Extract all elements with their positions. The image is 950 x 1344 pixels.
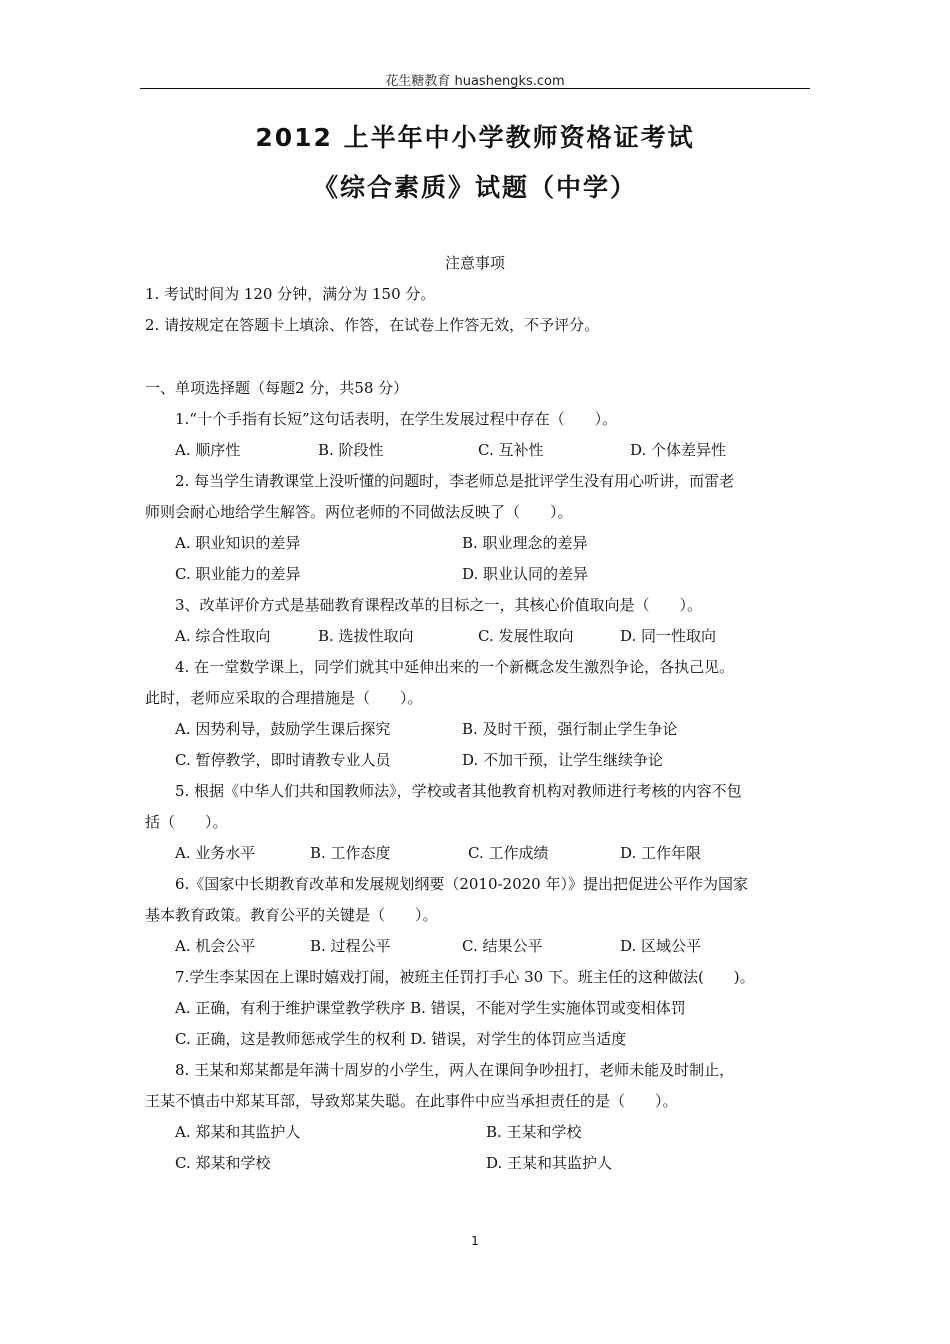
option-d: D. 王某和其监护人 xyxy=(486,1154,613,1172)
notice-item: 2. 请按规定在答题卡上填涂、作答，在试卷上作答无效，不予评分。 xyxy=(145,316,600,334)
option-c: C. 发展性取向 xyxy=(478,627,574,645)
option-d: D. 不加干预，让学生继续争论 xyxy=(462,751,664,769)
page-number: 1 xyxy=(471,1234,479,1248)
header-divider xyxy=(140,88,810,89)
option-c: C. 工作成绩 xyxy=(468,844,549,862)
option-a: A. 因势利导，鼓励学生课后探究 xyxy=(175,720,391,738)
notice-heading: 注意事项 xyxy=(444,254,505,272)
option-b: B. 阶段性 xyxy=(318,441,384,459)
question-stem: 7.学生李某因在上课时嬉戏打闹，被班主任罚打手心 30 下。班主任的这种做法( )。 xyxy=(175,968,755,986)
option-a: A. 郑某和其监护人 xyxy=(175,1123,301,1141)
question-stem-continued: 王某不慎击中郑某耳部，导致郑某失聪。在此事件中应当承担责任的是（ ）。 xyxy=(145,1092,678,1110)
option-c: C. 职业能力的差异 xyxy=(175,565,301,583)
option-d: D. 区域公平 xyxy=(620,937,702,955)
page-header: 花生糖教育 huashengks.com xyxy=(385,74,565,89)
notice-item: 1. 考试时间为 120 分钟，满分为 150 分。 xyxy=(145,285,436,303)
option-b: B. 职业理念的差异 xyxy=(462,534,588,552)
question-stem: 8. 王某和郑某都是年满十周岁的小学生，两人在课间争吵扭打，老师未能及时制止， xyxy=(175,1061,735,1079)
question-stem-continued: 括（ ）。 xyxy=(145,813,228,831)
question-stem-continued: 师则会耐心地给学生解答。两位老师的不同做法反映了（ ）。 xyxy=(145,503,573,521)
option-a: A. 业务水平 xyxy=(175,844,256,862)
option-c: C. 暂停教学，即时请教专业人员 xyxy=(175,751,391,769)
option-d: D. 同一性取向 xyxy=(620,627,717,645)
option-b: B. 王某和学校 xyxy=(486,1123,582,1141)
exam-subtitle: 《综合素质》试题（中学） xyxy=(312,173,637,202)
question-stem: 6.《国家中长期教育改革和发展规划纲要（2010-2020 年）》提出把促进公平作为国家 xyxy=(175,875,748,893)
option-d: D. 工作年限 xyxy=(620,844,702,862)
option-c: C. 互补性 xyxy=(478,441,544,459)
option-b: B. 及时干预，强行制止学生争论 xyxy=(462,720,678,738)
option-a: A. 机会公平 xyxy=(175,937,256,955)
option-c: C. 结果公平 xyxy=(462,937,543,955)
option-d: D. 职业认同的差异 xyxy=(462,565,589,583)
option-b: B. 工作态度 xyxy=(310,844,391,862)
question-stem: 2. 每当学生请教课堂上没听懂的问题时，李老师总是批评学生没有用心听讲，而雷老 xyxy=(175,472,735,490)
option-c: C. 郑某和学校 xyxy=(175,1154,271,1172)
section-heading: 一、单项选择题（每题2 分，共58 分） xyxy=(145,379,409,397)
question-stem: 3、改革评价方式是基础教育课程改革的目标之一，其核心价值取向是（ ）。 xyxy=(175,596,703,614)
question-stem: 1.“十个手指有长短”这句话表明，在学生发展过程中存在（ ）。 xyxy=(175,410,618,428)
options-c-d: C. 正确，这是教师惩戒学生的权利 D. 错误，对学生的体罚应当适度 xyxy=(175,1030,627,1048)
question-stem: 4. 在一堂数学课上，同学们就其中延伸出来的一个新概念发生激烈争论，各执己见。 xyxy=(175,658,735,676)
option-a: A. 顺序性 xyxy=(175,441,241,459)
option-a: A. 职业知识的差异 xyxy=(175,534,301,552)
option-d: D. 个体差异性 xyxy=(630,441,727,459)
option-a: A. 综合性取向 xyxy=(175,627,271,645)
question-stem-continued: 此时，老师应采取的合理措施是（ ）。 xyxy=(145,689,423,707)
option-b: B. 选拔性取向 xyxy=(318,627,414,645)
question-stem-continued: 基本教育政策。教育公平的关键是（ ）。 xyxy=(145,906,438,924)
option-b: B. 过程公平 xyxy=(310,937,391,955)
exam-title: 2012 上半年中小学教师资格证考试 xyxy=(255,123,695,152)
options-a-b: A. 正确，有利于维护课堂教学秩序 B. 错误，不能对学生实施体罚或变相体罚 xyxy=(175,999,686,1017)
question-stem: 5. 根据《中华人们共和国教师法》，学校或者其他教育机构对教师进行考核的内容不包 xyxy=(175,782,742,800)
